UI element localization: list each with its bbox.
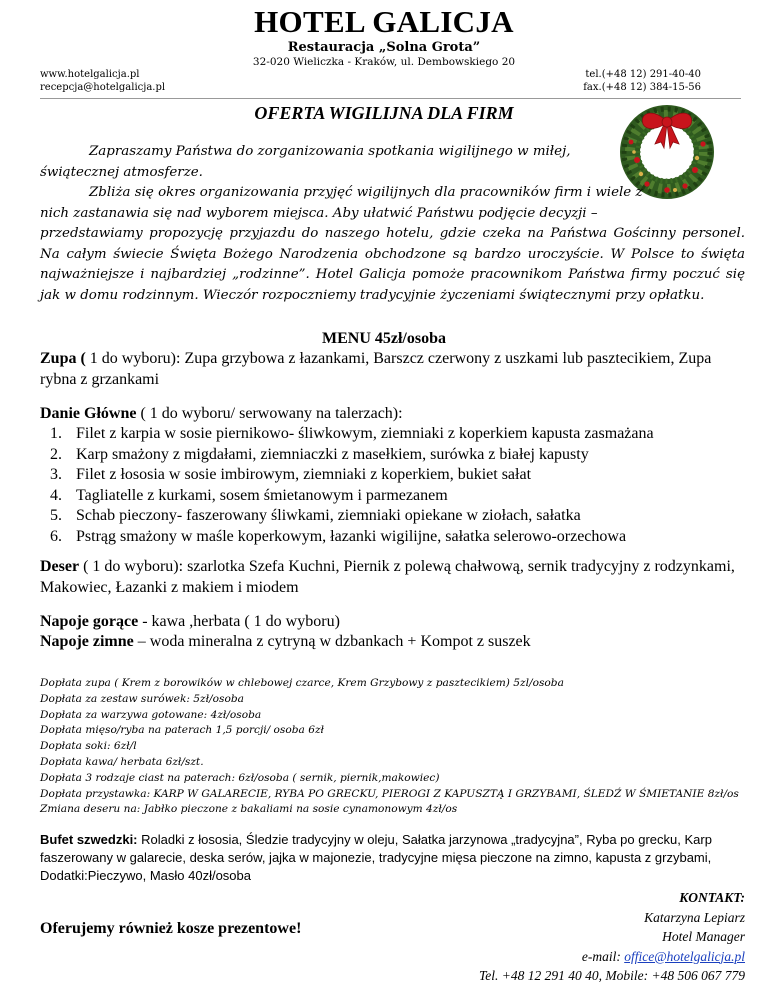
restaurant-name: Restauracja „Solna Grota”	[287, 40, 481, 55]
contact-block	[479, 888, 745, 986]
contact-role: Hotel Manager	[662, 929, 745, 944]
intro-paragraph-1: Zapraszamy Państwa do zorganizowania spotkania wigilijnego w miłej, świątecznej atmosferze.	[40, 144, 571, 180]
list-item: 2. Karp smażony z migdałami, ziemniaczki z masełkiem, surówka z białej kapusty	[50, 445, 589, 463]
website-link[interactable]: www.hotelgalicja.pl	[40, 69, 140, 80]
hotel-fax: fax.(+48 12) 384-15-56	[583, 82, 701, 93]
contact-email-prefix: e-mail:	[581, 948, 625, 964]
hotel-title: HOTEL GALICJA	[254, 4, 514, 39]
dessert-label: Deser	[40, 558, 80, 575]
list-item: 4. Tagliatelle z kurkami, sosem śmietanowym i parmezanem	[50, 486, 448, 504]
hotel-address: 32-020 Wieliczka - Kraków, ul. Dembowskiego 20	[252, 56, 516, 68]
intro-text	[40, 142, 745, 306]
dessert-section	[40, 557, 740, 598]
buffet-section	[40, 831, 742, 885]
reception-email-link[interactable]: recepcja@hotelgalicja.pl	[40, 82, 166, 93]
gift-baskets-note: Oferujemy również kosze prezentowe!	[40, 920, 302, 937]
soup-section	[40, 349, 740, 390]
list-item: Dopłata za zestaw surówek: 5zł/osoba	[40, 692, 244, 705]
contact-email-link[interactable]: office@hotelgalicja.pl	[624, 948, 745, 964]
mains-note: ( 1 do wyboru/ serwowany na talerzach):	[136, 405, 403, 422]
list-item: Dopłata soki: 6zł/l	[40, 740, 137, 753]
menu-title: MENU 45zł/osoba	[322, 330, 446, 347]
dessert-text: ( 1 do wyboru): szarlotka Szefa Kuchni, Piernik z polewą chałwową, sernik tradycyjny z rodzynkami, Makowiec, Łazanki z makiem i miodem	[40, 558, 735, 596]
list-item: Dopłata mięso/ryba na paterach 1,5 porcji/ osoba 6zł	[40, 724, 324, 737]
list-item: Dopłata 3 rodzaje ciast na paterach: 6zł/osoba ( sernik, piernik,makowiec)	[40, 771, 440, 784]
intro-paragraph-3: przedstawiamy propozycję przyjazdu do naszego hotelu, gdzie czeka na Państwa Gościnny personel. Na całym świecie Święta Bożego Narodzenia obchodzone są bardzo uroczyście. W Polsce to święta najważniejsze i najbardziej „rodzinne”. Hotel Galicja pomoże pracownikom Państwa firmy poczuć się jak w domu rodzinnym. Wieczór rozpoczniemy tradycyjnie życzeniami świątecznymi przy opłatku.	[40, 226, 745, 303]
contact-name: Katarzyna Lepiarz	[644, 909, 745, 925]
list-item: Zmiana deseru na: Jabłko pieczone z bakaliami na sosie cynamonowym 4zł/os	[40, 803, 458, 816]
list-item: 1. Filet z karpia w sosie piernikowo- śliwkowym, ziemniaki z koperkiem kapusta zasmażana	[50, 425, 654, 442]
contact-heading: KONTAKT:	[679, 890, 745, 905]
header-divider	[40, 98, 741, 99]
list-item: Dopłata za warzywa gotowane: 4zł/osoba	[40, 708, 262, 721]
list-item: Dopłata kawa/ herbata 6zł/szt.	[40, 755, 204, 768]
list-item: Dopłata przystawka: KARP W GALARECIE, RYBA PO GRECKU, PIEROGI Z KAPUSZTĄ I GRZYBAMI, ŚLEDŹ W ŚMIETANIE 8zł/os	[40, 787, 739, 800]
soup-text: 1 do wyboru): Zupa grzybowa z łazankami, Barszcz czerwony z uszkami lub pasztecikiem, Zupa rybna z grzankami	[40, 350, 712, 388]
soup-label: Zupa (	[40, 350, 86, 367]
hot-drinks-text: - kawa ,herbata ( 1 do wyboru)	[138, 613, 340, 630]
intro-paragraph-2: Zbliża się okres organizowania przyjęć wigilijnych dla pracowników firm i wiele z nich zastanawia się nad wyborem miejsca. Aby ułatwić Państwu podjęcie decyzji –	[40, 185, 643, 221]
list-item: 3. Filet z łososia w sosie imbirowym, ziemniaki z koperkiem, bukiet sałat	[50, 466, 532, 483]
mains-label: Danie Główne	[40, 405, 137, 422]
hotel-phone: tel.(+48 12) 291-40-40	[585, 69, 701, 80]
cold-drinks-label: Napoje zimne	[40, 633, 134, 650]
hot-drinks-label: Napoje gorące	[40, 613, 139, 630]
cold-drinks	[40, 632, 740, 653]
buffet-text: Roladki z łososia, Śledzie tradycyjny w oleju, Sałatka jarzynowa „tradycyjna”, Ryba po grecku, Karp faszerowany w galarecie, deska serów, jajka w majonezie, tradycyjne mięsa pieczone na zimno, kapusta z grzybami, Dodatki:Pieczywo, Masło 40zł/osoba	[40, 832, 712, 883]
hot-drinks	[40, 612, 740, 633]
list-item: Dopłata zupa ( Krem z borowików w chlebowej czarce, Krem Grzybowy z pasztecikiem) 5zl/osoba	[40, 677, 564, 689]
list-item: 6. Pstrąg smażony w maśle koperkowym, łazanki wigilijne, sałatka selerowo-orzechowa	[50, 527, 627, 545]
mains-list	[40, 424, 760, 547]
mains-section-heading	[40, 404, 740, 425]
list-item: 5. Schab pieczony- faszerowany śliwkami, ziemniaki opiekane w ziołach, sałatka	[50, 507, 581, 524]
buffet-label: Bufet szwedzki:	[40, 832, 138, 847]
offer-title: OFERTA WIGILIJNA DLA FIRM	[254, 103, 514, 123]
contact-email-row	[479, 947, 745, 967]
contact-phones: Tel. +48 12 291 40 40, Mobile: +48 506 067 779	[479, 968, 745, 983]
surcharges-list	[40, 676, 740, 818]
cold-drinks-text: – woda mineralna z cytryną w dzbankach + Kompot z suszek	[133, 633, 531, 650]
